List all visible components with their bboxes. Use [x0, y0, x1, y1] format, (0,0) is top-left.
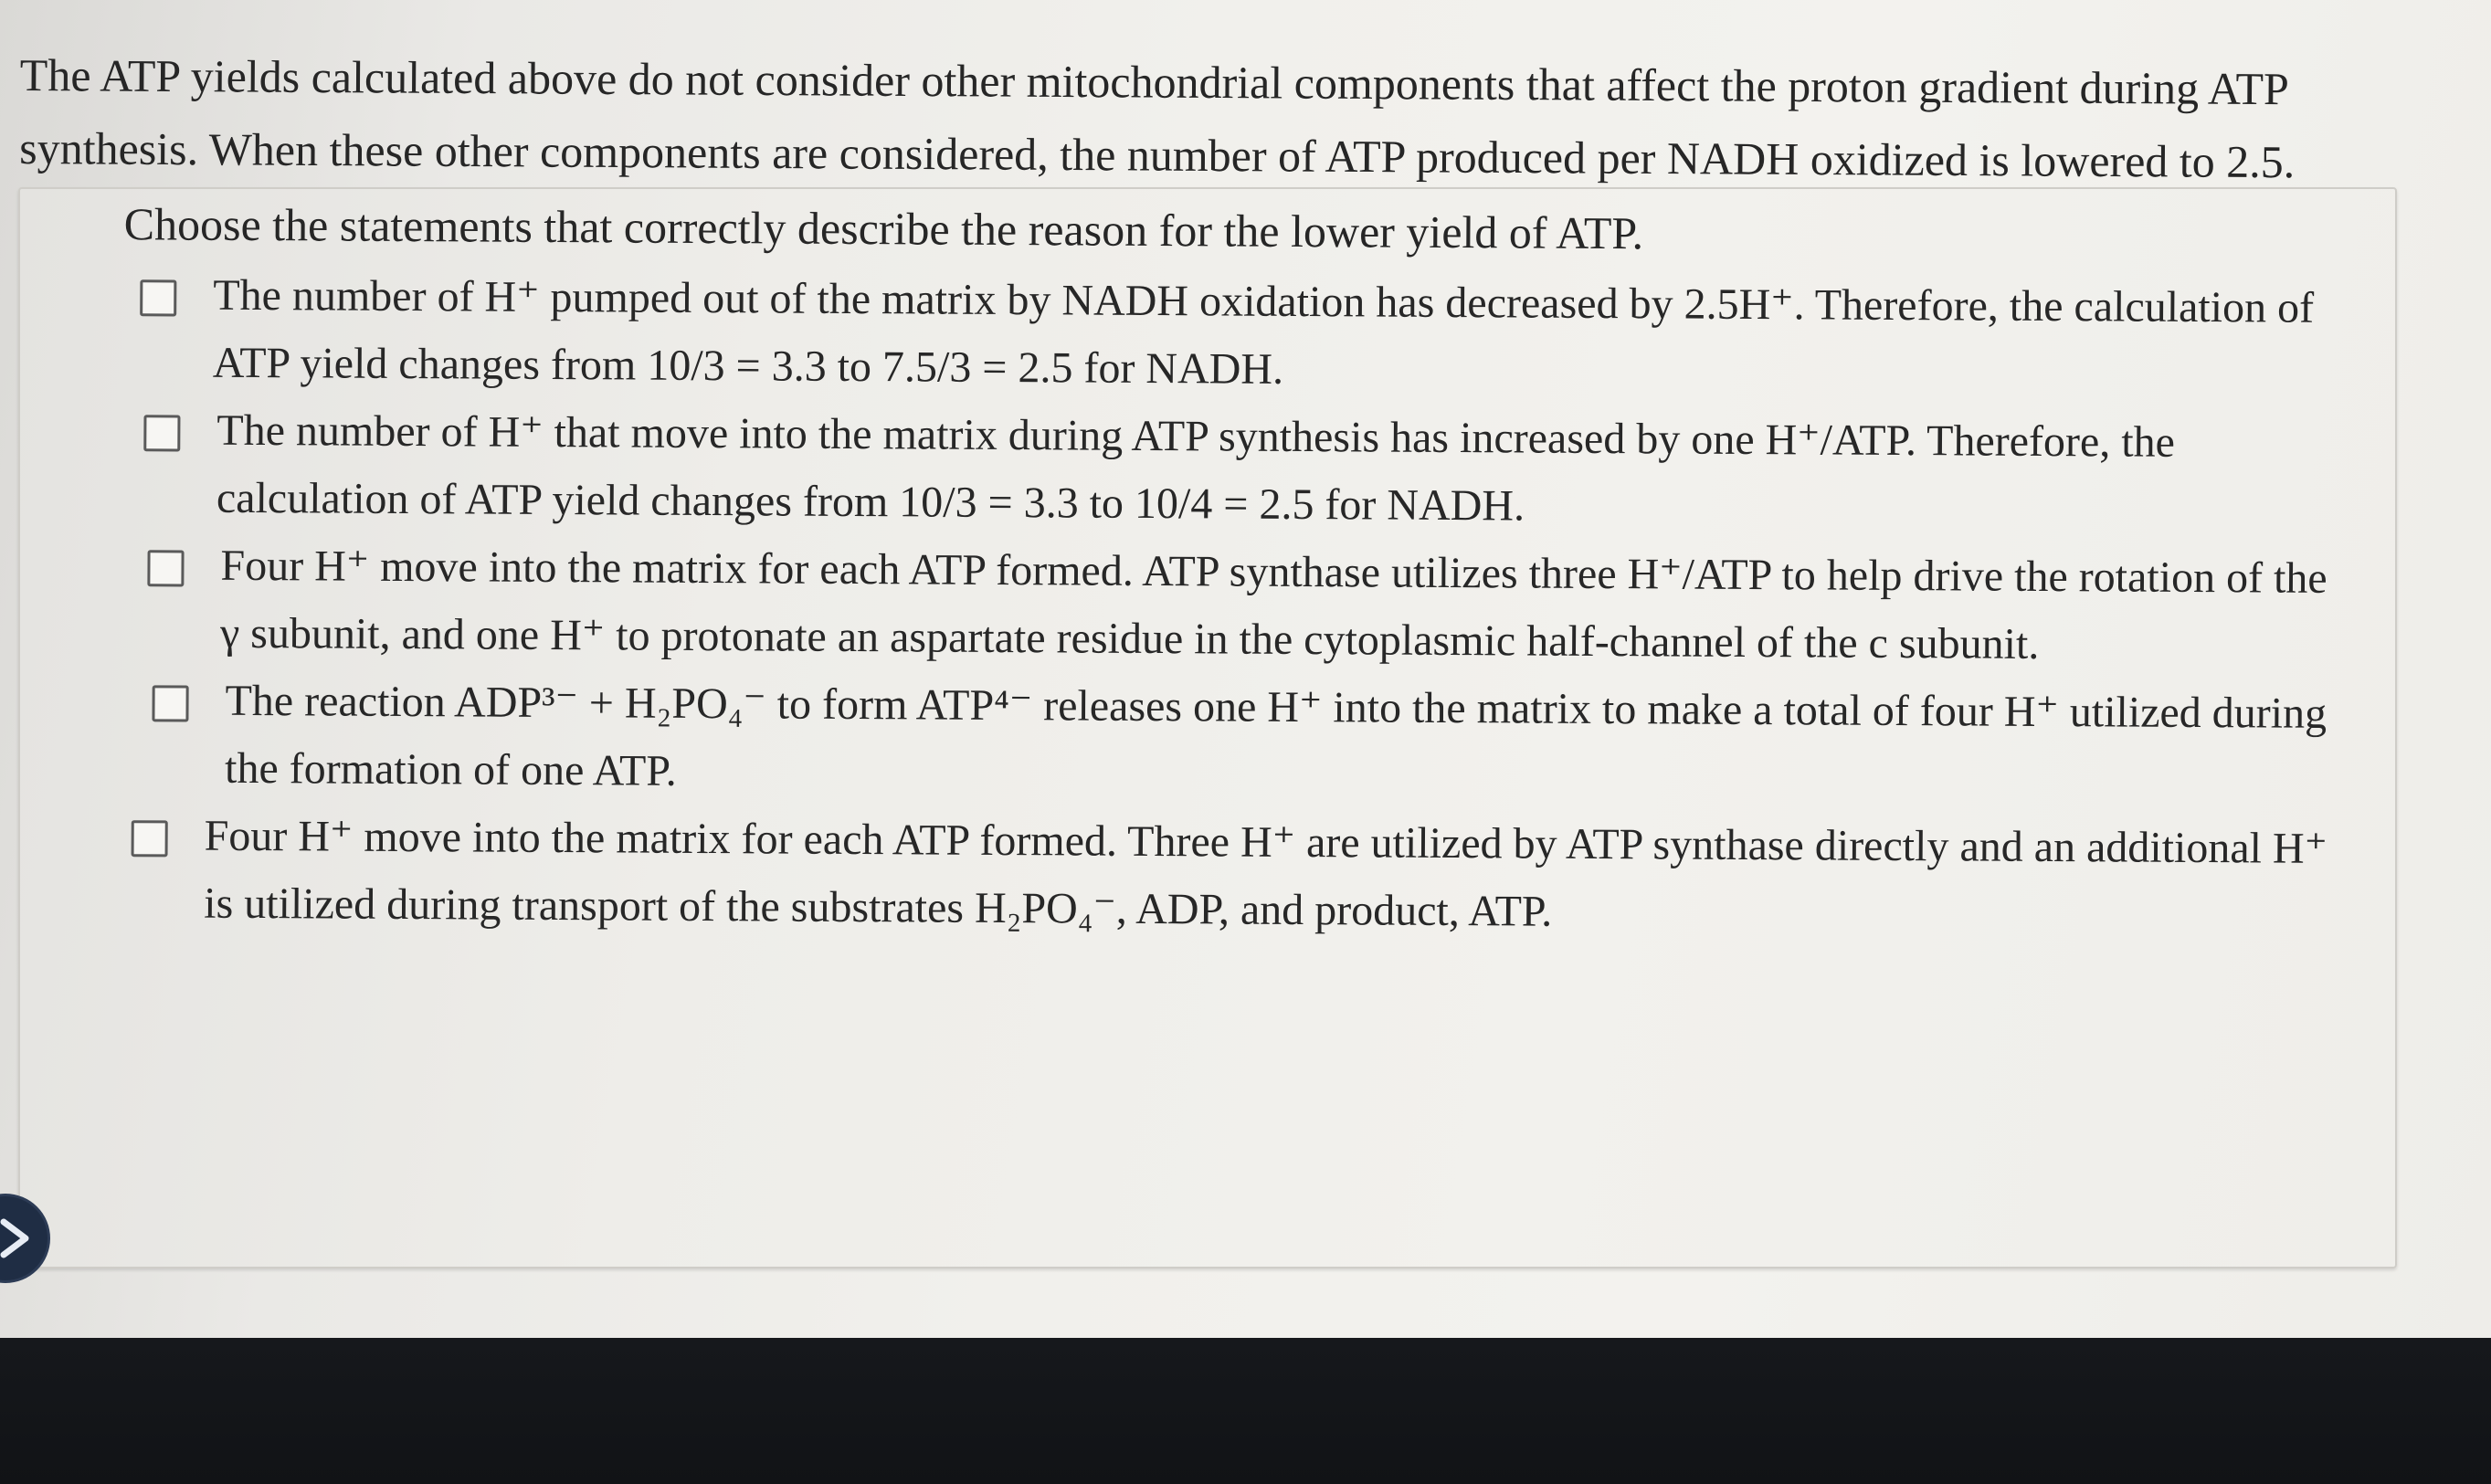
option-2[interactable] [116, 396, 2345, 545]
option-1-text: The number of H⁺ pumped out of the matrix by NADH oxidation has decreased by 2.5H⁺. Therefore, the calculation of ATP yield changes from 10/3 = 3.3 to 7.5/3 = 2.5 for NADH. [212, 270, 2315, 394]
option-5-text: Four H⁺ move into the matrix for each ATP formed. Three H⁺ are utilized by ATP synthase directly and an additional H⁺ is utilized during transport of the substrates H₂PO₄⁻, ADP, and product, ATP. [204, 811, 2328, 936]
question-block [103, 190, 2346, 951]
option-4[interactable] [124, 667, 2343, 816]
chevron-right-icon [0, 1218, 35, 1258]
checkbox-option-4[interactable] [152, 685, 188, 721]
option-3-text: Four H⁺ move into the matrix for each ATP formed. ATP synthase utilizes three H⁺/ATP to help drive the rotation of the γ subunit, and one H⁺ to protonate an aspartate residue in the cytoplasmic half-channel of the c subunit. [219, 541, 2327, 668]
intro-paragraph [19, 38, 2468, 199]
option-3[interactable] [120, 532, 2344, 680]
option-2-text: The number of H⁺ that move into the matrix during ATP synthesis has increased by one H⁺/ATP. Therefore, the calculation of ATP yield changes from 10/3 = 3.3 to 10/4 = 2.5 for NADH. [216, 405, 2176, 531]
option-1[interactable] [112, 261, 2346, 410]
intro-line-2: synthesis. When these other components are considered, the number of ATP produced per NADH oxidized is lowered to 2.5. [19, 121, 2296, 188]
checkbox-option-5[interactable] [132, 820, 168, 857]
checkbox-option-3[interactable] [147, 550, 184, 586]
question-prompt: Choose the statements that correctly describe the reason for the lower yield of ATP. [123, 198, 1644, 259]
option-5[interactable] [103, 802, 2342, 951]
option-4-text: The reaction ADP³⁻ + H₂PO₄⁻ to form ATP⁴⁻ releases one H⁺ into the matrix to make a total of four H⁺ utilized during the formation of one ATP. [224, 676, 2327, 795]
screen-bezel [0, 1338, 2491, 1484]
checkbox-option-2[interactable] [143, 415, 180, 451]
intro-line-1: The ATP yields calculated above do not consider other mitochondrial components that affect the proton gradient during ATP [19, 48, 2289, 115]
checkbox-option-1[interactable] [140, 279, 176, 316]
